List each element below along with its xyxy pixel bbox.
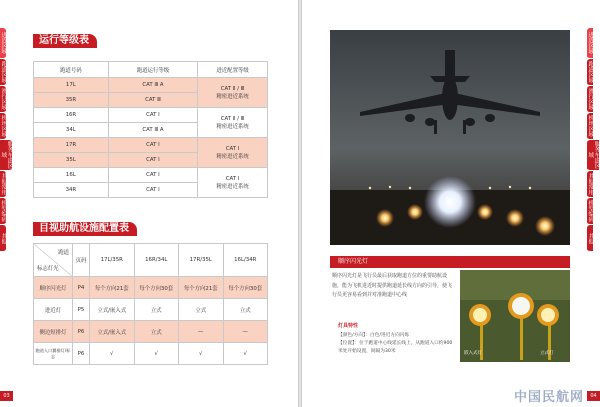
light-name: 侧边短排灯 [34, 321, 73, 343]
header-page: 页码 [73, 244, 90, 277]
config-cell: 立式 [223, 299, 268, 321]
config-cell: 每个方向21套 [179, 277, 224, 299]
config-cell: 立式 [134, 321, 179, 343]
feature-title: 灯具特性 [338, 323, 359, 329]
right-side-tabs [587, 28, 600, 252]
table-row [34, 78, 268, 93]
label-embedded-lamp: 嵌入式灯 [464, 351, 482, 356]
light-name: 进近灯 [34, 299, 73, 321]
header-runway-level: 跑道运行等级 [108, 62, 197, 78]
runway-cell: 34L [34, 123, 109, 138]
light-name: 跑道入口翼排灯/标志 [34, 343, 73, 365]
approach-lights-photo [330, 30, 570, 245]
config-cell: 每个方向30套 [134, 277, 179, 299]
feature-position: 【位置】：位于跑道中心线延长线上，从跑道入口约900米处开始设置，间隔为30米 [338, 341, 453, 354]
runway-cell: 35L [34, 153, 109, 168]
page-number: 04 [587, 391, 600, 401]
approach-cat: CAT Ⅱ / Ⅲ [220, 85, 245, 92]
approach-cat: CAT Ⅰ [225, 175, 240, 182]
header-runway-pair: 16L/34R [223, 244, 268, 277]
approach-cell [198, 138, 268, 168]
visual-aids-table [33, 243, 268, 365]
table-header-row [34, 244, 268, 277]
side-tab[interactable]: 跑道区域 [587, 59, 593, 86]
table-row [34, 138, 268, 153]
lamp-fixture-photo [460, 270, 570, 362]
runway-cell: 17R [34, 138, 109, 153]
runway-cell: 16R [34, 108, 109, 123]
feature-color: 【颜色/方向】：白色/进近方向闪烁 [338, 333, 410, 338]
table-row [34, 168, 268, 183]
runway-cell: 17L [34, 78, 109, 93]
label-standing-lamp: 立式灯 [540, 351, 554, 356]
side-tab[interactable]: 其他常用 [0, 171, 6, 198]
side-tab[interactable]: 机型编码 [0, 198, 6, 225]
runway-cell: 34R [34, 183, 109, 198]
description-text: 顺序闪光灯是飞行员最后获取跑道方位的重要助航设施，能为飞机进近时提供跑道延长线方向的引导，使飞行员更容易看到并对准跑道中心线 [332, 273, 453, 298]
config-cell: 立式/嵌入式 [90, 299, 135, 321]
side-tab[interactable]: 机坪区域 [0, 113, 6, 140]
side-tab[interactable]: 服务车道区域 [587, 140, 599, 171]
level-cell: CAT Ⅰ [108, 108, 197, 123]
config-cell: √ [223, 343, 268, 365]
approach-system: 精密进近系统 [216, 153, 249, 160]
photo-night-runway [330, 30, 570, 245]
side-tab[interactable]: 滑行区域 [587, 86, 593, 113]
table-row [34, 108, 268, 123]
right-page [302, 0, 600, 407]
approach-cell [198, 78, 268, 108]
header-runway-number: 跑道号码 [34, 62, 109, 78]
corner-light-label: 标志灯光 [37, 266, 59, 272]
page-number: 03 [0, 391, 13, 401]
config-cell: — [223, 321, 268, 343]
caption-title: 顺序闪光灯 [338, 258, 369, 265]
header-approach-level: 进近配置等级 [198, 62, 268, 78]
side-tab[interactable]: 服务车道区域 [0, 140, 12, 171]
feature-list [338, 332, 456, 356]
config-cell: 每个方向30套 [223, 277, 268, 299]
level-cell: CAT Ⅰ [108, 168, 197, 183]
side-tab[interactable]: 进近区域 [587, 28, 593, 59]
header-runway-pair: 17L/35R [90, 244, 135, 277]
left-side-tabs [0, 28, 13, 252]
section-title-operation-level: 运行等级表 [33, 34, 97, 48]
side-tab[interactable]: 其他 [0, 225, 6, 252]
page-ref: P4 [73, 277, 90, 299]
level-cell: CAT Ⅲ A [108, 78, 197, 93]
config-cell: √ [90, 343, 135, 365]
approach-cat: CAT Ⅰ [225, 145, 240, 152]
approach-system: 精密进近系统 [216, 123, 249, 130]
page-ref: P6 [73, 343, 90, 365]
config-cell: 每个方向21套 [90, 277, 135, 299]
light-name: 顺序闪光灯 [34, 277, 73, 299]
config-cell: — [179, 321, 224, 343]
corner-runway-label: 跑道 [58, 250, 69, 256]
config-cell: √ [179, 343, 224, 365]
side-tab[interactable]: 机坪区域 [587, 113, 593, 140]
config-cell: 立式 [134, 299, 179, 321]
page-ref: P5 [73, 299, 90, 321]
approach-system: 精密进近系统 [216, 93, 249, 100]
runway-cell: 35R [34, 93, 109, 108]
section-title-visual-aids: 目视助航设施配置表 [33, 222, 137, 236]
watermark-logo: 中国民航网 [513, 390, 584, 405]
level-cell: CAT Ⅲ A [108, 123, 197, 138]
corner-cell [34, 244, 73, 277]
side-tab[interactable]: 其他常用 [587, 171, 593, 198]
side-tab[interactable]: 其他 [587, 225, 593, 252]
config-cell: 立式 [179, 299, 224, 321]
level-cell: CAT Ⅰ [108, 138, 197, 153]
table-row [34, 321, 268, 343]
level-cell: CAT Ⅰ [108, 153, 197, 168]
level-cell: CAT Ⅰ [108, 183, 197, 198]
config-cell: 立式/嵌入式 [90, 321, 135, 343]
config-cell: √ [134, 343, 179, 365]
page-ref: P6 [73, 321, 90, 343]
photo-caption-bar [330, 256, 570, 268]
table-row [34, 343, 268, 365]
side-tab[interactable]: 跑道区域 [0, 59, 6, 86]
operation-level-table [33, 61, 268, 198]
approach-cat: CAT Ⅱ / Ⅲ [220, 115, 245, 122]
side-tab[interactable]: 滑行区域 [0, 86, 6, 113]
table-row [34, 277, 268, 299]
side-tab[interactable]: 进近区域 [0, 28, 6, 59]
table-row [34, 299, 268, 321]
side-tab[interactable]: 机型编码 [587, 198, 593, 225]
level-cell: CAT Ⅲ [108, 93, 197, 108]
header-runway-pair: 16R/34L [134, 244, 179, 277]
header-runway-pair: 17R/35L [179, 244, 224, 277]
photo-lamp-fixtures [460, 270, 570, 362]
runway-cell: 16L [34, 168, 109, 183]
approach-cell [198, 108, 268, 138]
approach-cell [198, 168, 268, 198]
approach-system: 精密进近系统 [216, 183, 249, 190]
left-page [0, 0, 298, 407]
